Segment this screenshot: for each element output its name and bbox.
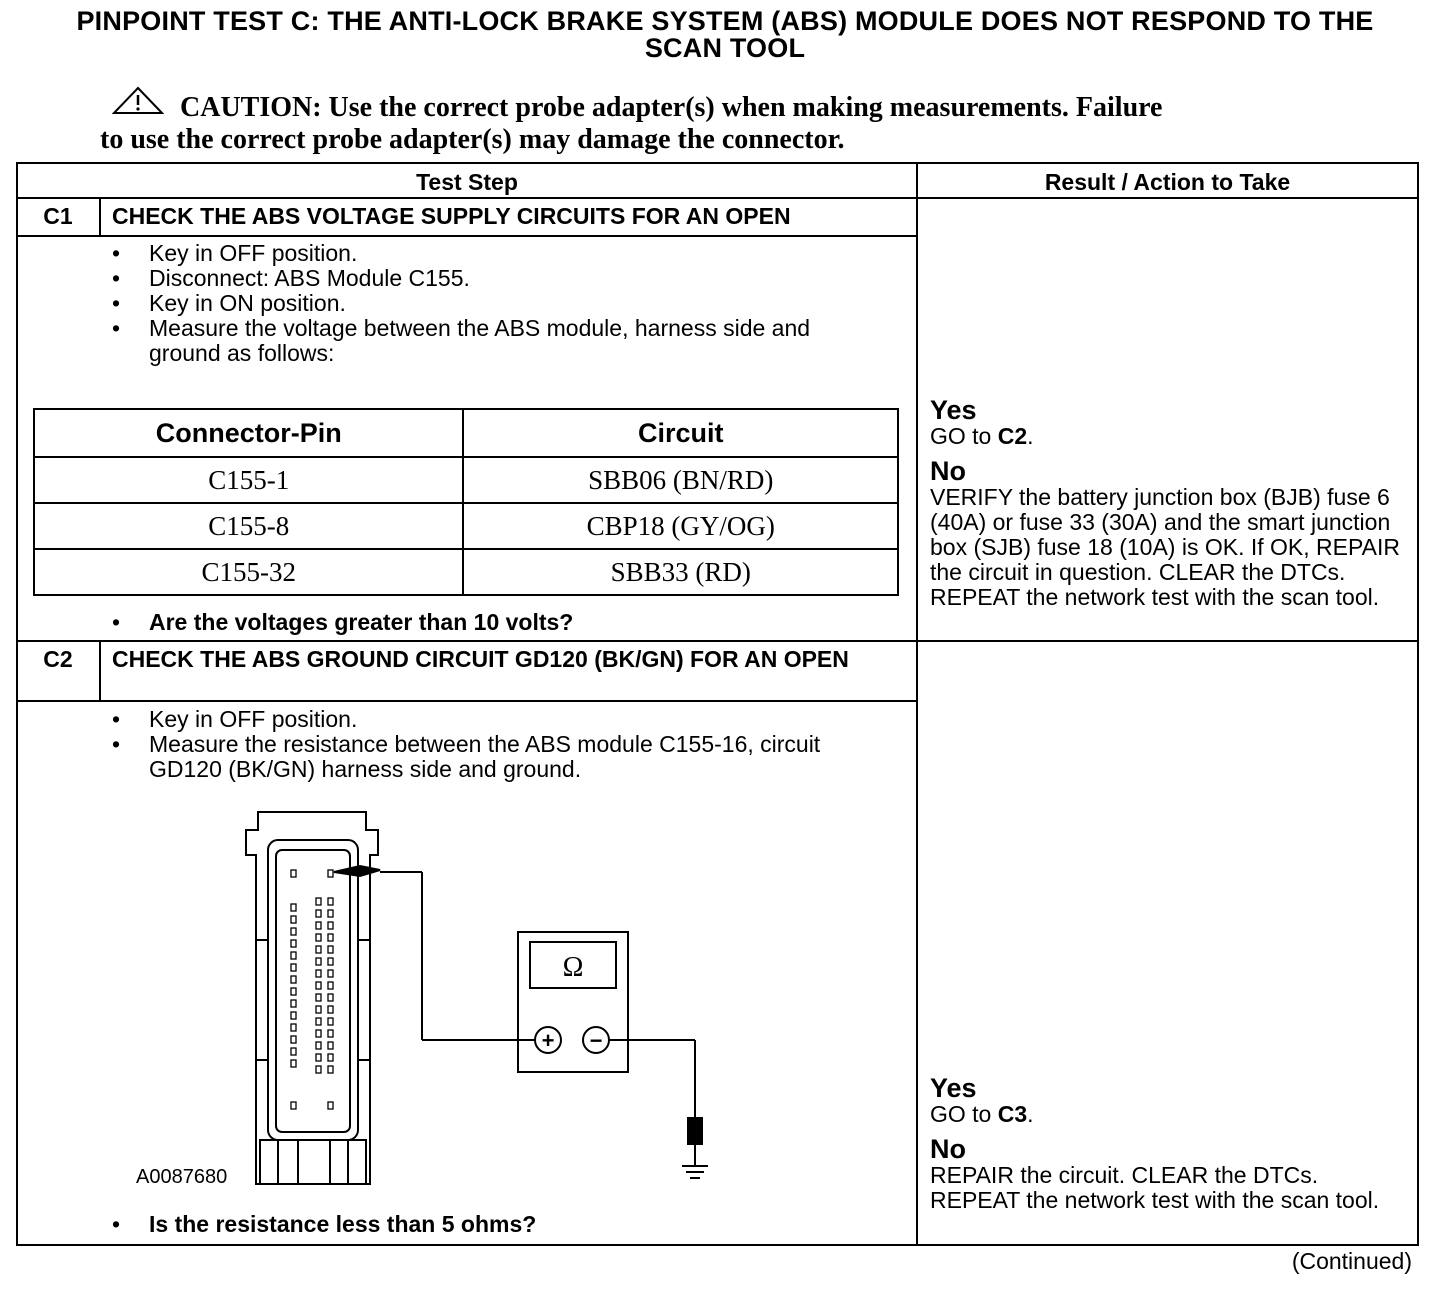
no-label: No — [930, 456, 966, 486]
ohm-symbol: Ω — [562, 952, 584, 983]
list-item: • Measure the voltage between the ABS module, harness side and ground as follows: — [112, 316, 852, 366]
connector-pin-table — [33, 408, 899, 596]
page-title-line2: SCAN TOOL — [644, 33, 806, 63]
meter-plus: + — [541, 1028, 555, 1053]
c1-instructions — [112, 241, 852, 366]
meter-minus: − — [589, 1028, 603, 1053]
no-label: No — [930, 1134, 966, 1164]
col-header-connector-pin: Connector-Pin — [34, 409, 463, 457]
table-row — [34, 503, 898, 549]
c1-title-rule — [16, 235, 918, 237]
c2-title-rule — [16, 700, 918, 702]
table-header-row — [34, 409, 898, 457]
column-divider — [916, 162, 918, 1246]
table-cell: SBB06 (BN/RD) — [463, 457, 898, 503]
table-row — [34, 457, 898, 503]
c2-id-divider — [99, 640, 101, 702]
step-id-c2: C2 — [43, 646, 73, 672]
caution-line2: to use the correct probe adapter(s) may damage the connector. — [100, 124, 845, 155]
yes-text: GO to — [930, 1101, 998, 1127]
c2-question: • Is the resistance less than 5 ohms? — [112, 1212, 536, 1237]
yes-target: C3 — [997, 1101, 1028, 1127]
c2-result — [930, 1074, 1410, 1213]
table-cell: CBP18 (GY/OG) — [463, 503, 898, 549]
page-title — [20, 8, 1430, 62]
step-title-c2: CHECK THE ABS GROUND CIRCUIT GD120 (BK/GN) FOR AN OPEN — [112, 646, 849, 672]
header-test-step: Test Step — [416, 169, 518, 195]
step-separator — [16, 640, 1419, 642]
c1-id-divider — [99, 197, 101, 237]
continued-note: (Continued) — [1291, 1248, 1412, 1274]
table-cell: C155-32 — [34, 549, 463, 595]
table-cell: C155-1 — [34, 457, 463, 503]
col-header-circuit: Circuit — [463, 409, 898, 457]
c2-instructions — [112, 707, 852, 782]
list-item: • Key in OFF position. — [112, 707, 852, 732]
connector-diagram — [230, 800, 730, 1195]
figure-label: A0087680 — [136, 1166, 228, 1188]
warning-triangle-icon — [112, 86, 164, 116]
list-item: • Key in OFF position. — [112, 241, 852, 266]
yes-label: Yes — [930, 395, 977, 425]
yes-text-end: . — [1027, 423, 1034, 449]
yes-target: C2 — [997, 423, 1028, 449]
list-item: • Measure the resistance between the ABS module C155-16, circuit GD120 (BK/GN) harness side and ground. — [112, 732, 852, 782]
yes-action — [930, 1102, 1410, 1127]
no-action: REPAIR the circuit. CLEAR the DTCs. REPEAT the network test with the scan tool. — [930, 1162, 1380, 1213]
c1-question: • Are the voltages greater than 10 volts? — [112, 610, 573, 635]
table-row — [34, 549, 898, 595]
list-item: • Disconnect: ABS Module C155. — [112, 266, 852, 291]
yes-text-end: . — [1027, 1101, 1034, 1127]
yes-label: Yes — [930, 1073, 977, 1103]
table-cell: C155-8 — [34, 503, 463, 549]
list-item: • Key in ON position. — [112, 291, 852, 316]
step-title-c1: CHECK THE ABS VOLTAGE SUPPLY CIRCUITS FOR AN OPEN — [112, 203, 791, 229]
step-id-c1: C1 — [43, 203, 73, 229]
yes-text: GO to — [930, 423, 998, 449]
yes-action — [930, 424, 1410, 449]
caution-line1: CAUTION: Use the correct probe adapter(s) when making measurements. Failure — [180, 92, 1163, 123]
c1-result — [930, 396, 1410, 610]
caution-note — [100, 92, 1300, 156]
page-title-line1: PINPOINT TEST C: THE ANTI-LOCK BRAKE SYSTEM (ABS) MODULE DOES NOT RESPOND TO THE — [76, 6, 1374, 36]
table-cell: SBB33 (RD) — [463, 549, 898, 595]
header-result: Result / Action to Take — [1044, 169, 1291, 195]
no-action: VERIFY the battery junction box (BJB) fuse 6 (40A) or fuse 33 (30A) and the smart junction box (SJB) fuse 18 (10A) is OK. If OK, REPAIR the circuit in question. CLEAR the DTCs. REPEAT the network test with the scan tool. — [930, 484, 1400, 610]
